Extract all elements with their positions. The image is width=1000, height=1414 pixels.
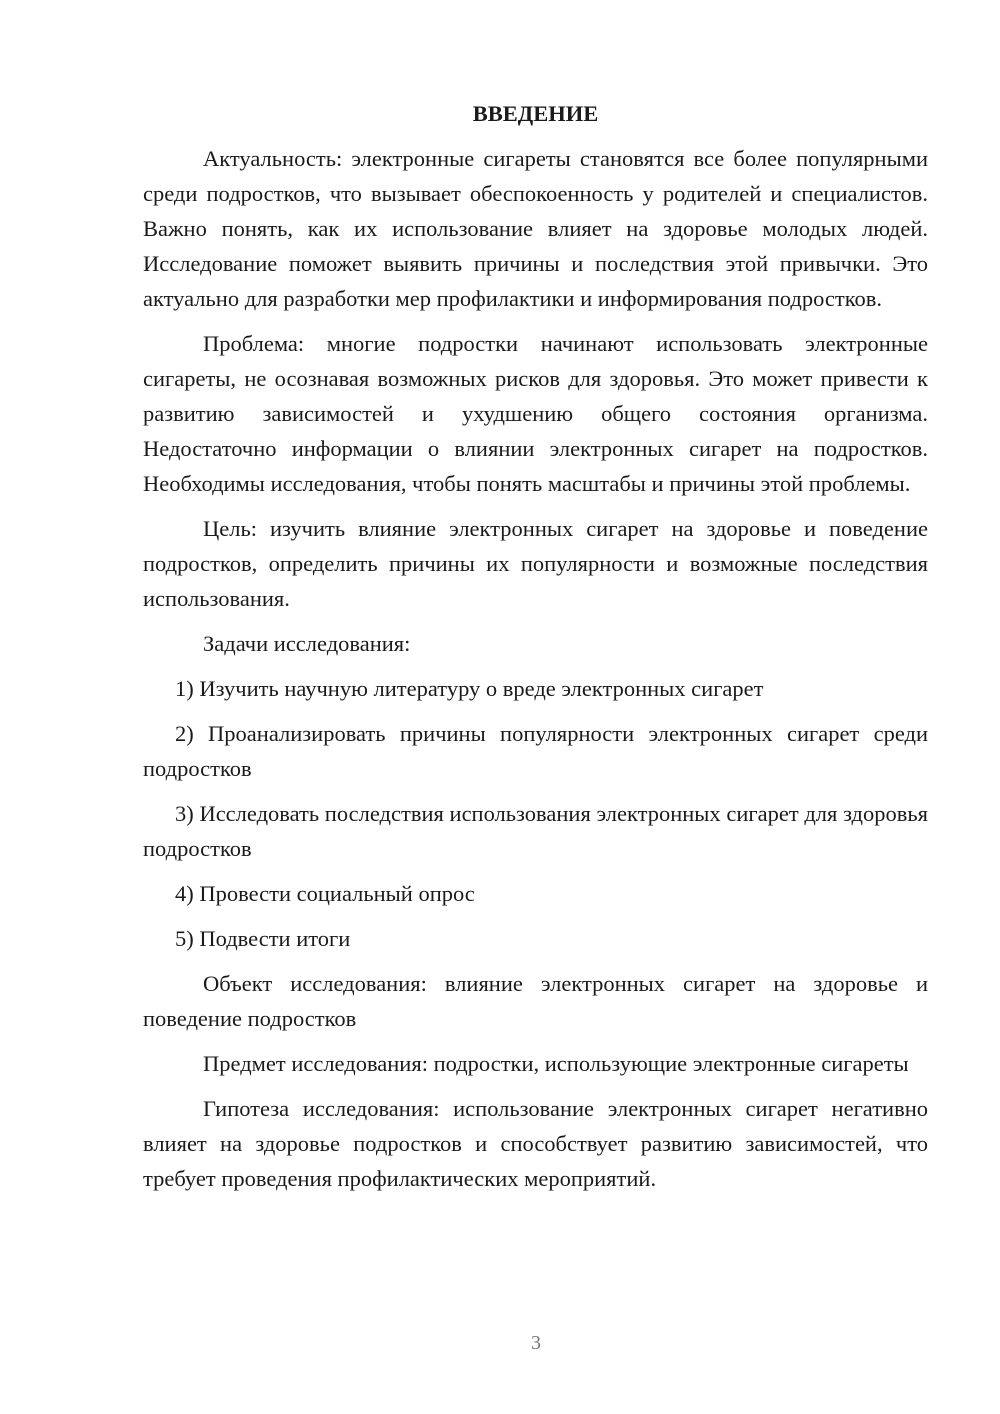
relevance-paragraph: Актуальность: электронные сигареты становятся все более популярными среди подростков, что вызывает обеспокоенность у родителей и специалистов. Важно понять, как их использование влияет на здоровье молодых людей. Исследование поможет выявить причины и последствия этой привычки. Это актуально для разработки мер профилактики и информирования подростков.	[143, 146, 928, 311]
task-item: 1) Изучить научную литературу о вреде электронных сигарет	[175, 676, 764, 701]
subject-paragraph: Предмет исследования: подростки, использующие электронные сигареты	[203, 1051, 909, 1076]
task-item: 4) Провести социальный опрос	[175, 881, 475, 906]
task-item: 5) Подвести итоги	[175, 926, 351, 951]
task-item: 3) Исследовать последствия использования электронных сигарет для здоровья подростков	[143, 801, 928, 861]
tasks-heading: Задачи исследования:	[203, 631, 411, 656]
page-content	[143, 96, 928, 1206]
goal-paragraph: Цель: изучить влияние электронных сигарет на здоровье и поведение подростков, определить причины их популярности и возможные последствия использования.	[143, 516, 928, 611]
page-number: 3	[531, 1332, 541, 1354]
section-title: ВВЕДЕНИЕ	[472, 101, 599, 126]
problem-paragraph: Проблема: многие подростки начинают использовать электронные сигареты, не осознавая возможных рисков для здоровья. Это может привести к развитию зависимостей и ухудшению общего состояния организма. Недостаточно информации о влиянии электронных сигарет на подростков. Необходимы исследования, чтобы понять масштабы и причины этой проблемы.	[143, 331, 928, 496]
object-paragraph: Объект исследования: влияние электронных сигарет на здоровье и поведение подростков	[143, 971, 928, 1031]
task-item: 2) Проанализировать причины популярности электронных сигарет среди подростков	[143, 721, 928, 781]
hypothesis-paragraph: Гипотеза исследования: использование электронных сигарет негативно влияет на здоровье подростков и способствует развитию зависимостей, что требует проведения профилактических мероприятий.	[143, 1096, 928, 1191]
